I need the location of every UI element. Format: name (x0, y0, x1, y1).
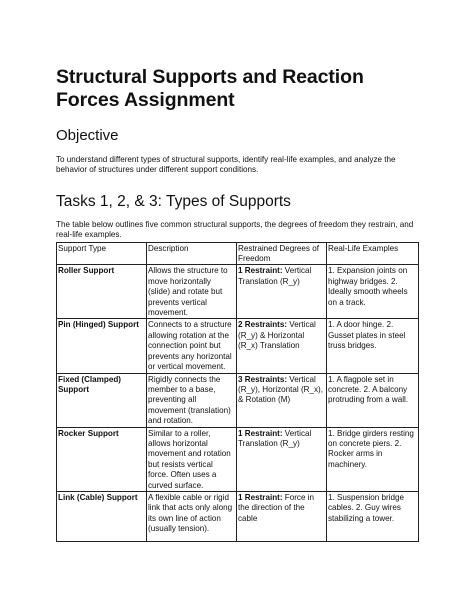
description-cell: Connects to a structure allowing rotation at the connection point but prevents any horizontal or vertical movement. (147, 319, 237, 373)
restraint-count: 2 Restraints: (238, 320, 288, 330)
examples-cell: 1. A door hinge. 2. Gusset plates in steel truss bridges. (327, 319, 419, 373)
support-type-cell: Link (Cable) Support (58, 492, 138, 502)
examples-cell: 1. Suspension bridge cables. 2. Guy wires stabilizing a tower. (327, 491, 419, 541)
restraint-detail: Vertical (R_y), Horizontal (R_x), & Rotation (M) (238, 374, 324, 405)
restraint-cell (237, 319, 327, 373)
table-row (57, 265, 419, 319)
restraint-detail: Vertical (R_y) & Horizontal (R_x) Translation (238, 320, 316, 351)
examples-cell: 1. A flagpole set in concrete. 2. A balcony protruding from a wall. (327, 373, 419, 427)
table-row (57, 319, 419, 373)
header-support-type: Support Type (57, 242, 147, 265)
table-header-row (57, 242, 419, 265)
description-cell: Rigidly connects the member to a base, preventing all movement (translation) and rotation. (147, 373, 237, 427)
description-cell: Allows the structure to move horizontally (slide) and rotate but prevents vertical movement. (147, 265, 237, 319)
restraint-cell (237, 427, 327, 491)
objective-text: To understand different types of structural supports, identify real-life examples, and analyze the behavior of structures under different support conditions. (56, 155, 396, 175)
support-type-cell: Rocker Support (58, 428, 119, 438)
support-type-cell: Roller Support (58, 266, 115, 276)
header-restrained-dof: Restrained Degrees of Freedom (237, 242, 327, 265)
description-cell: Similar to a roller, allows horizontal movement and rotation but resists vertical force. Often uses a curved surface. (147, 427, 237, 491)
supports-table (56, 242, 419, 542)
restraint-cell (237, 491, 327, 541)
restraint-detail: Vertical Translation (R_y) (238, 266, 312, 286)
document-title: Structural Supports and Reaction Forces Assignment (56, 66, 364, 111)
description-cell: A flexible cable or rigid link that acts only along its own line of action (usually tension). (147, 491, 237, 541)
restraint-count: 1 Restraint: (238, 492, 283, 502)
header-description: Description (147, 242, 237, 265)
examples-cell: 1. Bridge girders resting on concrete piers. 2. Rocker arms in machinery. (327, 427, 419, 491)
restraint-detail: Force in the direction of the cable (238, 492, 315, 523)
tasks-heading: Tasks 1, 2, & 3: Types of Supports (56, 192, 291, 210)
examples-cell: 1. Expansion joints on highway bridges. 2. Ideally smooth wheels on a track. (327, 265, 419, 319)
objective-heading: Objective (56, 127, 119, 144)
restraint-count: 1 Restraint: (238, 428, 283, 438)
restraint-count: 1 Restraint: (238, 266, 283, 276)
support-type-cell: Fixed (Clamped) Support (58, 374, 121, 394)
restraint-cell (237, 373, 327, 427)
support-type-cell: Pin (Hinged) Support (58, 320, 139, 330)
table-row (57, 427, 419, 491)
table-row (57, 491, 419, 541)
restraint-detail: Vertical Translation (R_y) (238, 428, 312, 448)
header-real-life-examples: Real-Life Examples (327, 242, 419, 265)
tasks-intro: The table below outlines five common structural supports, the degrees of freedom they restrain, and real-life examples. (56, 219, 414, 240)
restraint-count: 3 Restraints: (238, 374, 288, 384)
table-row (57, 373, 419, 427)
restraint-cell (237, 265, 327, 319)
